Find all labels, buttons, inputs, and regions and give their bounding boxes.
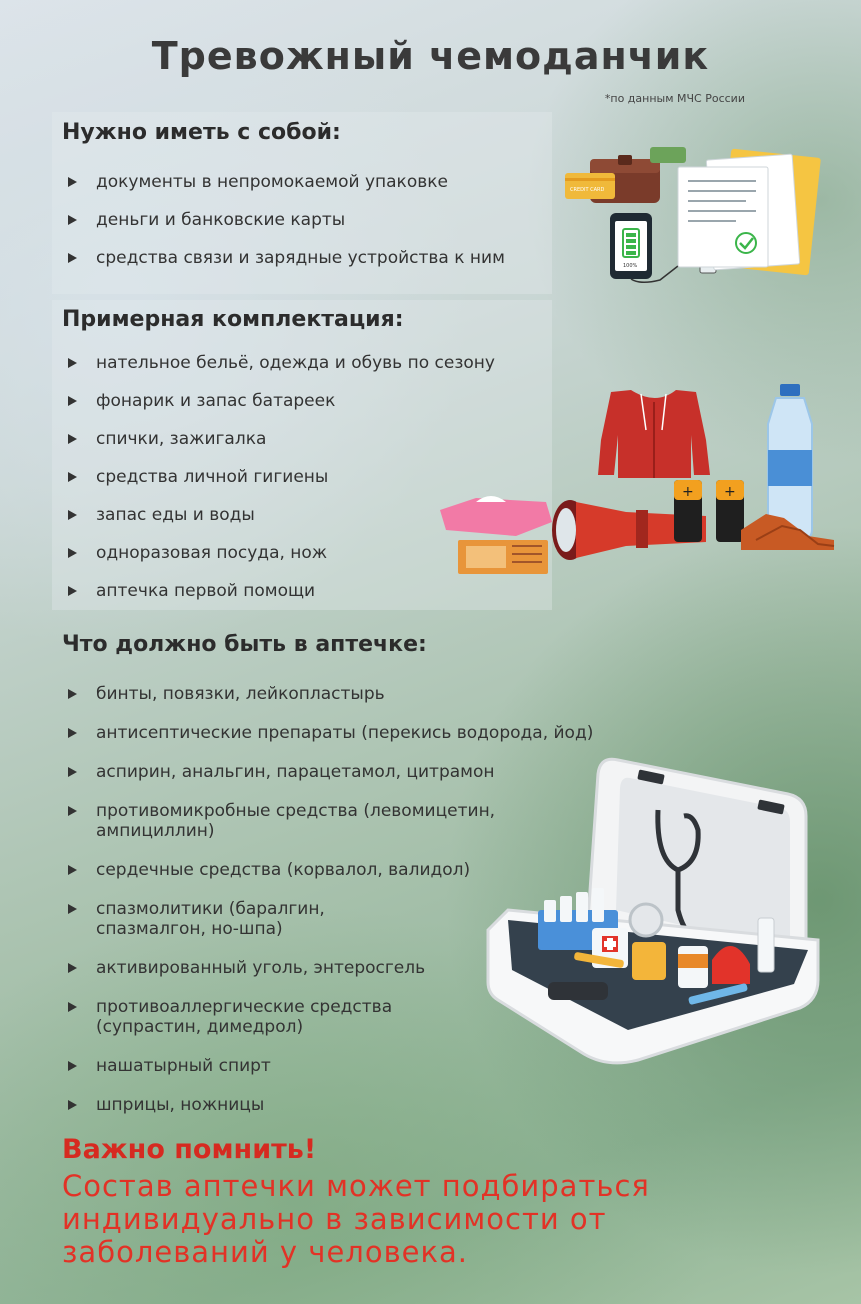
arrow-bullet-icon	[68, 689, 77, 699]
arrow-bullet-icon	[68, 806, 77, 816]
arrow-bullet-icon	[68, 904, 77, 914]
arrow-bullet-icon	[68, 358, 77, 368]
arrow-bullet-icon	[68, 472, 77, 482]
section-heading-essentials: Нужно иметь с собой:	[62, 120, 341, 145]
arrow-bullet-icon	[68, 1002, 77, 1012]
list-item: спазмолитики (баралгин, спазмалгон, но-шпа)	[62, 899, 386, 939]
arrow-bullet-icon	[68, 1061, 77, 1071]
essentials-list	[62, 172, 542, 268]
list-item: нашатырный спирт	[62, 1056, 662, 1076]
list-item: фонарик и запас батареек	[62, 391, 542, 411]
list-item: бинты, повязки, лейкопластырь	[62, 684, 662, 704]
arrow-bullet-icon	[68, 215, 77, 225]
list-item: шприцы, ножницы	[62, 1095, 662, 1115]
important-text: Состав аптечки может подбираться индивидуально в зависимости от заболеваний у человека.	[62, 1169, 650, 1269]
list-item: сердечные средства (корвалол, валидол)	[62, 860, 662, 880]
page-title: Тревожный чемоданчик	[151, 34, 710, 78]
documents-icon	[678, 149, 821, 276]
arrow-bullet-icon	[68, 865, 77, 875]
svg-text:CREDIT CARD: CREDIT CARD	[570, 187, 605, 193]
list-item: спички, зажигалка	[62, 429, 542, 449]
svg-text:+: +	[724, 484, 736, 500]
svg-text:100%: 100%	[623, 263, 638, 269]
list-item: аспирин, анальгин, парацетамол, цитрамон	[62, 762, 662, 782]
kit-illustration	[436, 380, 836, 580]
arrow-bullet-icon	[68, 548, 77, 558]
source-note: *по данным МЧС России	[604, 92, 745, 105]
documents-illustration	[560, 145, 820, 285]
list-item: аптечка первой помощи	[62, 581, 542, 601]
list-item: средства связи и зарядные устройства к ним	[62, 248, 542, 268]
list-item: деньги и банковские карты	[62, 210, 542, 230]
section-heading-kit: Примерная комплектация:	[62, 307, 404, 332]
first-aid-kit-illustration	[488, 750, 838, 1070]
credit-card-icon	[565, 173, 615, 199]
wipes-icon	[440, 496, 552, 536]
important-heading: Важно помнить!	[62, 1134, 317, 1165]
list-item: активированный уголь, энтеросгель	[62, 958, 662, 978]
arrow-bullet-icon	[68, 963, 77, 973]
list-item: одноразовая посуда, нож	[62, 543, 542, 563]
svg-text:+: +	[682, 484, 694, 500]
arrow-bullet-icon	[68, 510, 77, 520]
list-item: запас еды и воды	[62, 505, 542, 525]
arrow-bullet-icon	[68, 767, 77, 777]
list-item: антисептические препараты (перекись водорода, йод)	[62, 723, 662, 743]
arrow-bullet-icon	[68, 396, 77, 406]
arrow-bullet-icon	[68, 434, 77, 444]
list-item: противомикробные средства (левомицетин, ампициллин)	[62, 801, 536, 841]
list-item: нательное бельё, одежда и обувь по сезону	[62, 353, 542, 373]
arrow-bullet-icon	[68, 728, 77, 738]
list-item: противоаллергические средства (супрастин, димедрол)	[62, 997, 486, 1037]
matches-icon	[458, 540, 548, 574]
list-item: средства личной гигиены	[62, 467, 542, 487]
arrow-bullet-icon	[68, 1100, 77, 1110]
water-bottle-icon	[768, 384, 812, 538]
arrow-bullet-icon	[68, 586, 77, 596]
arrow-bullet-icon	[68, 253, 77, 263]
list-item: документы в непромокаемой упаковке	[62, 172, 542, 192]
batteries-icon	[674, 480, 744, 542]
sweater-icon	[598, 390, 710, 478]
arrow-bullet-icon	[68, 177, 77, 187]
section-heading-first-aid: Что должно быть в аптечке:	[62, 632, 427, 657]
